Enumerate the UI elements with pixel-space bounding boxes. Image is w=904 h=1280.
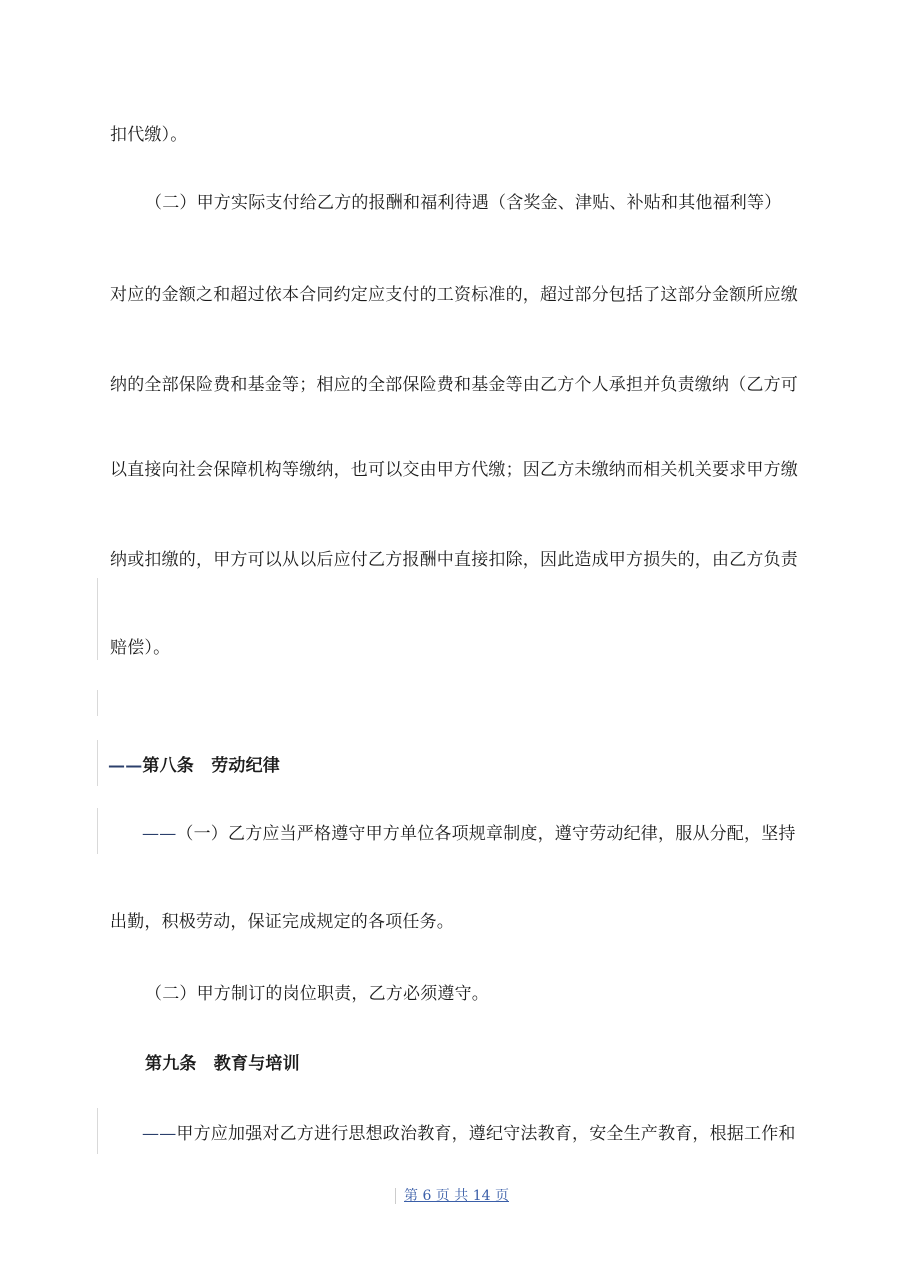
paragraph-line: 纳的全部保险费和基金等；相应的全部保险费和基金等由乙方个人承担并负责缴纳（乙方可 bbox=[110, 375, 798, 395]
margin-mark bbox=[97, 578, 98, 660]
page-footer bbox=[0, 1186, 904, 1206]
page-number-link[interactable]: 第 6 页 共 14 页 bbox=[395, 1188, 509, 1204]
paragraph-line: （二）甲方实际支付给乙方的报酬和福利待遇（含奖金、津贴、补贴和其他福利等） bbox=[145, 193, 782, 213]
heading-dash: —— bbox=[108, 756, 143, 776]
article-9-text: 甲方应加强对乙方进行思想政治教育，遵纪守法教育，安全生产教育，根据工作和 bbox=[176, 1124, 796, 1144]
paragraph-line: 以直接向社会保障机构等缴纳，也可以交由甲方代缴；因乙方未缴纳而相关机关要求甲方缴 bbox=[110, 460, 798, 480]
margin-mark bbox=[97, 808, 98, 854]
margin-mark bbox=[97, 1108, 98, 1154]
paragraph-line: 出勤，积极劳动，保证完成规定的各项任务。 bbox=[110, 912, 454, 932]
article-8-item-2: （二）甲方制订的岗位职责，乙方必须遵守。 bbox=[145, 984, 489, 1004]
margin-mark bbox=[97, 740, 98, 786]
article-9-line bbox=[142, 1122, 796, 1146]
article-9-heading: 第九条 教育与培训 bbox=[145, 1054, 300, 1074]
paragraph-line: 扣代缴）。 bbox=[110, 125, 188, 145]
article-8-title: 第八条 劳动纪律 bbox=[142, 756, 281, 776]
item-dash: —— bbox=[142, 1124, 177, 1144]
paragraph-line: 纳或扣缴的，甲方可以从以后应付乙方报酬中直接扣除，因此造成甲方损失的，由乙方负责 bbox=[110, 550, 798, 570]
margin-mark bbox=[97, 690, 98, 716]
item-1-text: （一）乙方应当严格遵守甲方单位各项规章制度，遵守劳动纪律，服从分配，坚持 bbox=[176, 824, 796, 844]
paragraph-line: 对应的金额之和超过依本合同约定应支付的工资标准的，超过部分包括了这部分金额所应缴 bbox=[110, 285, 798, 305]
article-8-heading bbox=[108, 754, 280, 778]
paragraph-line: 赔偿）。 bbox=[110, 638, 171, 658]
item-dash: —— bbox=[142, 824, 177, 844]
article-8-item-1 bbox=[142, 822, 796, 846]
